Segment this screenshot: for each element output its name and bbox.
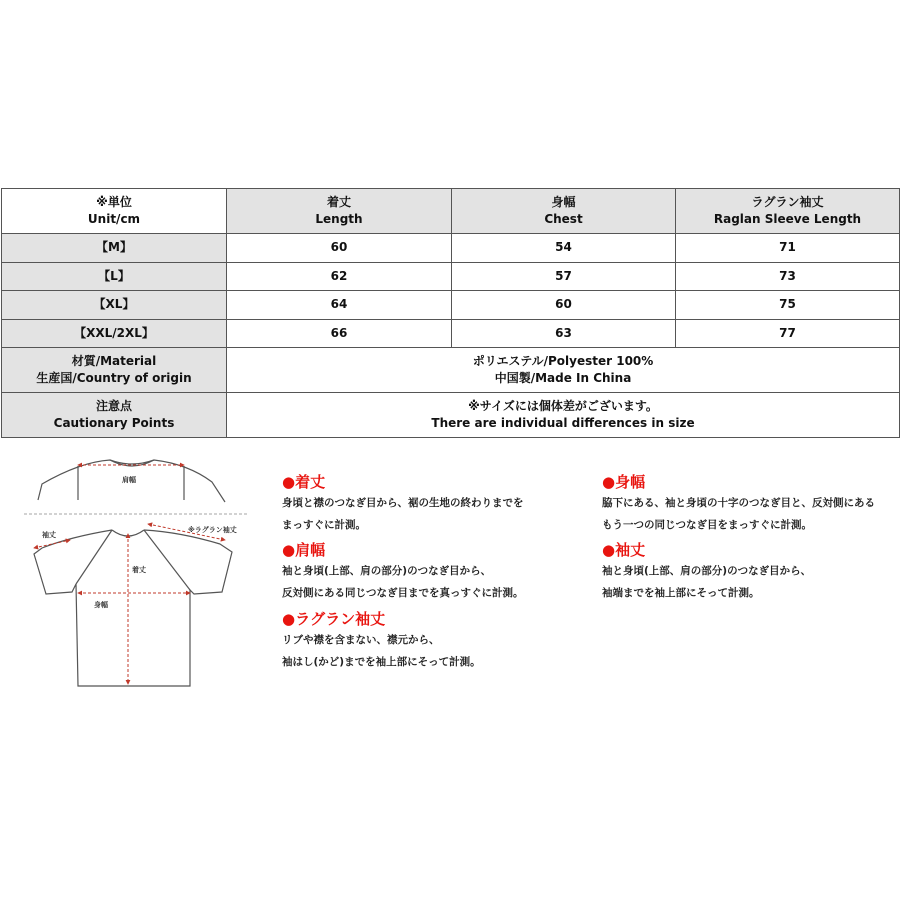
chest-line-2: もう一つの同じつなぎ目をまっすぐに計測。 [602,519,812,531]
length-value-cell: 66 [227,319,452,348]
chest-text [602,492,875,536]
size-label-cell: 【XL】 [2,291,227,320]
material-value: ポリエステル/Polyester 100% [472,354,654,368]
chest-label: 身幅 [94,601,108,609]
sleeve-description [602,540,811,604]
shoulder-label: 肩幅 [122,476,136,484]
length-title: ●着丈 [282,473,326,491]
length-header-jp: 着丈 [326,195,351,209]
raglan-line-2: 袖はし(かど)までを袖上部にそって計測。 [282,656,481,668]
material-label: 材質/Material [71,354,157,368]
chest-header-jp: 身幅 [551,195,576,209]
sleeve-line-1: 袖と身頃(上部、肩の部分)のつなぎ目から、 [602,565,812,577]
length-line-2: まっすぐに計測。 [282,519,366,531]
raglan-title: ●ラグラン袖丈 [282,610,386,628]
size-label-cell: 【L】 [2,262,227,291]
size-table [1,188,900,438]
length-label: 着丈 [132,566,146,574]
chest-header-en: Chest [544,212,583,226]
shoulder-line-2: 反対側にある同じつなぎ目までを真っすぐに計測。 [282,587,524,599]
sleeve-value-cell: 75 [676,291,900,320]
sleeve-header-cell [676,189,900,234]
size-label-cell: 【XXL/2XL】 [2,319,227,348]
chest-value-cell: 63 [452,319,676,348]
material-label-cell [2,348,227,393]
chest-line-1: 脇下にある、袖と身頃の十字のつなぎ目と、反対側にある [602,497,875,509]
table-row [2,319,900,348]
sleeve-header-en: Raglan Sleeve Length [713,212,862,226]
origin-label: 生産国/Country of origin [36,371,192,385]
table-row [2,291,900,320]
length-header-en: Length [315,212,363,226]
caution-value-cell [227,393,900,438]
size-label-cell: 【M】 [2,234,227,263]
caution-row [2,393,900,438]
caution-value-jp: ※サイズには個体差がございます。 [468,399,658,413]
shoulder-line-1: 袖と身頃(上部、肩の部分)のつなぎ目から、 [282,565,492,577]
sleeve-header-jp: ラグラン袖丈 [751,195,824,209]
sleeve-title: ●袖丈 [602,541,646,559]
shoulder-text [282,560,524,604]
unit-header-en: Unit/cm [87,212,141,226]
origin-value: 中国製/Made In China [494,371,632,385]
length-header-cell [227,189,452,234]
material-value-cell [227,348,900,393]
length-value-cell: 60 [227,234,452,263]
sleeve-value-cell: 77 [676,319,900,348]
length-value-cell: 64 [227,291,452,320]
sleeve-label: 袖丈 [42,531,56,539]
chest-header-cell [452,189,676,234]
caution-value-en: There are individual differences in size [431,416,695,430]
chest-title: ●身幅 [602,473,646,491]
chest-value-cell: 54 [452,234,676,263]
chest-value-cell: 60 [452,291,676,320]
length-text [282,492,524,536]
length-line-1: 身頃と襟のつなぎ目から、裾の生地の終わりまでを [282,497,524,509]
unit-header-cell [2,189,227,234]
measurement-diagram [20,452,270,692]
shoulder-title: ●肩幅 [282,541,326,559]
sleeve-text [602,560,811,604]
caution-label-cell [2,393,227,438]
table-row [2,262,900,291]
raglan-line-1: リブや襟を含まない、襟元から、 [282,634,440,646]
table-row [2,234,900,263]
unit-header-jp: ※単位 [96,195,132,209]
tshirt-diagram-svg [20,452,270,692]
shoulder-description [282,540,524,604]
caution-label-jp: 注意点 [95,399,132,413]
shirt-front-outline [34,530,232,686]
raglan-text [282,629,481,673]
chest-description [602,472,875,536]
sleeve-value-cell: 71 [676,234,900,263]
raglan-label: ※ラグラン袖丈 [188,526,237,534]
length-value-cell: 62 [227,262,452,291]
raglan-description [282,609,481,673]
table-header-row [2,189,900,234]
chest-value-cell: 57 [452,262,676,291]
sleeve-value-cell: 73 [676,262,900,291]
length-description [282,472,524,536]
sleeve-line-2: 袖端までを袖上部にそって計測。 [602,587,760,599]
caution-label-en: Cautionary Points [53,416,175,430]
material-row [2,348,900,393]
